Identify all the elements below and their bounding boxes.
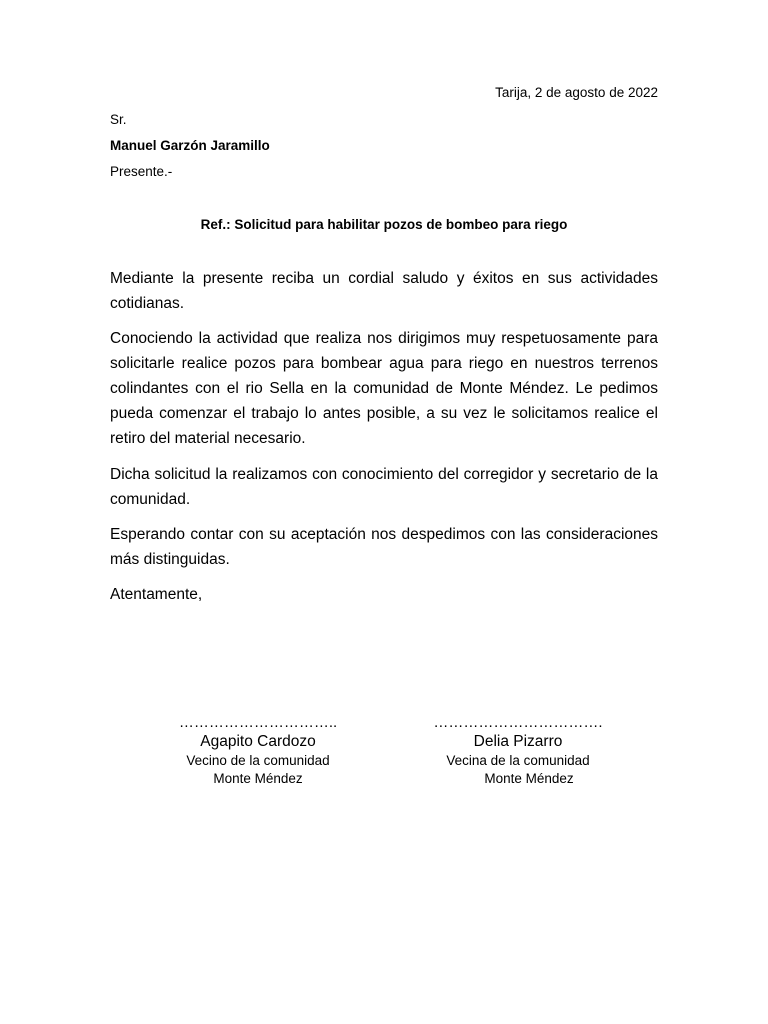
signer-role: Vecino de la comunidad [186,753,330,768]
signer-place: Monte Méndez [484,771,574,786]
paragraph-request: Conociendo la actividad que realiza nos dirigimos muy respetuosamente para solicitarle realice pozos para bombear agua para riego en nuestros terrenos colindantes con el rio Sella en la comunidad de Monte Méndez. Le pedimos pueda comenzar el trabajo lo antes posible, a su vez le solicitamos realice el retiro del material necesario. [110,330,658,447]
paragraph-greeting: Mediante la presente reciba un cordial saludo y éxitos en sus actividades cotidianas. [110,270,658,312]
signer-place: Monte Méndez [213,771,303,786]
paragraph-farewell: Esperando contar con su aceptación nos despedimos con las consideraciones más distinguidas. [110,526,658,568]
date-line: Tarija, 2 de agosto de 2022 [495,85,658,100]
signer-role: Vecina de la comunidad [446,753,590,768]
recipient-name: Manuel Garzón Jaramillo [110,138,270,153]
signer-name: Delia Pizarro [473,733,563,750]
signature-line: ………………………….. [178,714,338,731]
signature-block-agapito [158,714,358,788]
closing-line: Atentamente, [110,586,203,603]
signature-line: ……………………………. [433,714,603,731]
signature-block-delia [418,714,618,788]
reference-line: Ref.: Solicitud para habilitar pozos de bombeo para riego [200,217,568,232]
signer-name: Agapito Cardozo [200,733,316,750]
presente-line: Presente.- [110,164,173,179]
salutation: Sr. [110,112,127,127]
paragraph-knowledge: Dicha solicitud la realizamos con conocimiento del corregidor y secretario de la comunidad. [110,466,658,508]
